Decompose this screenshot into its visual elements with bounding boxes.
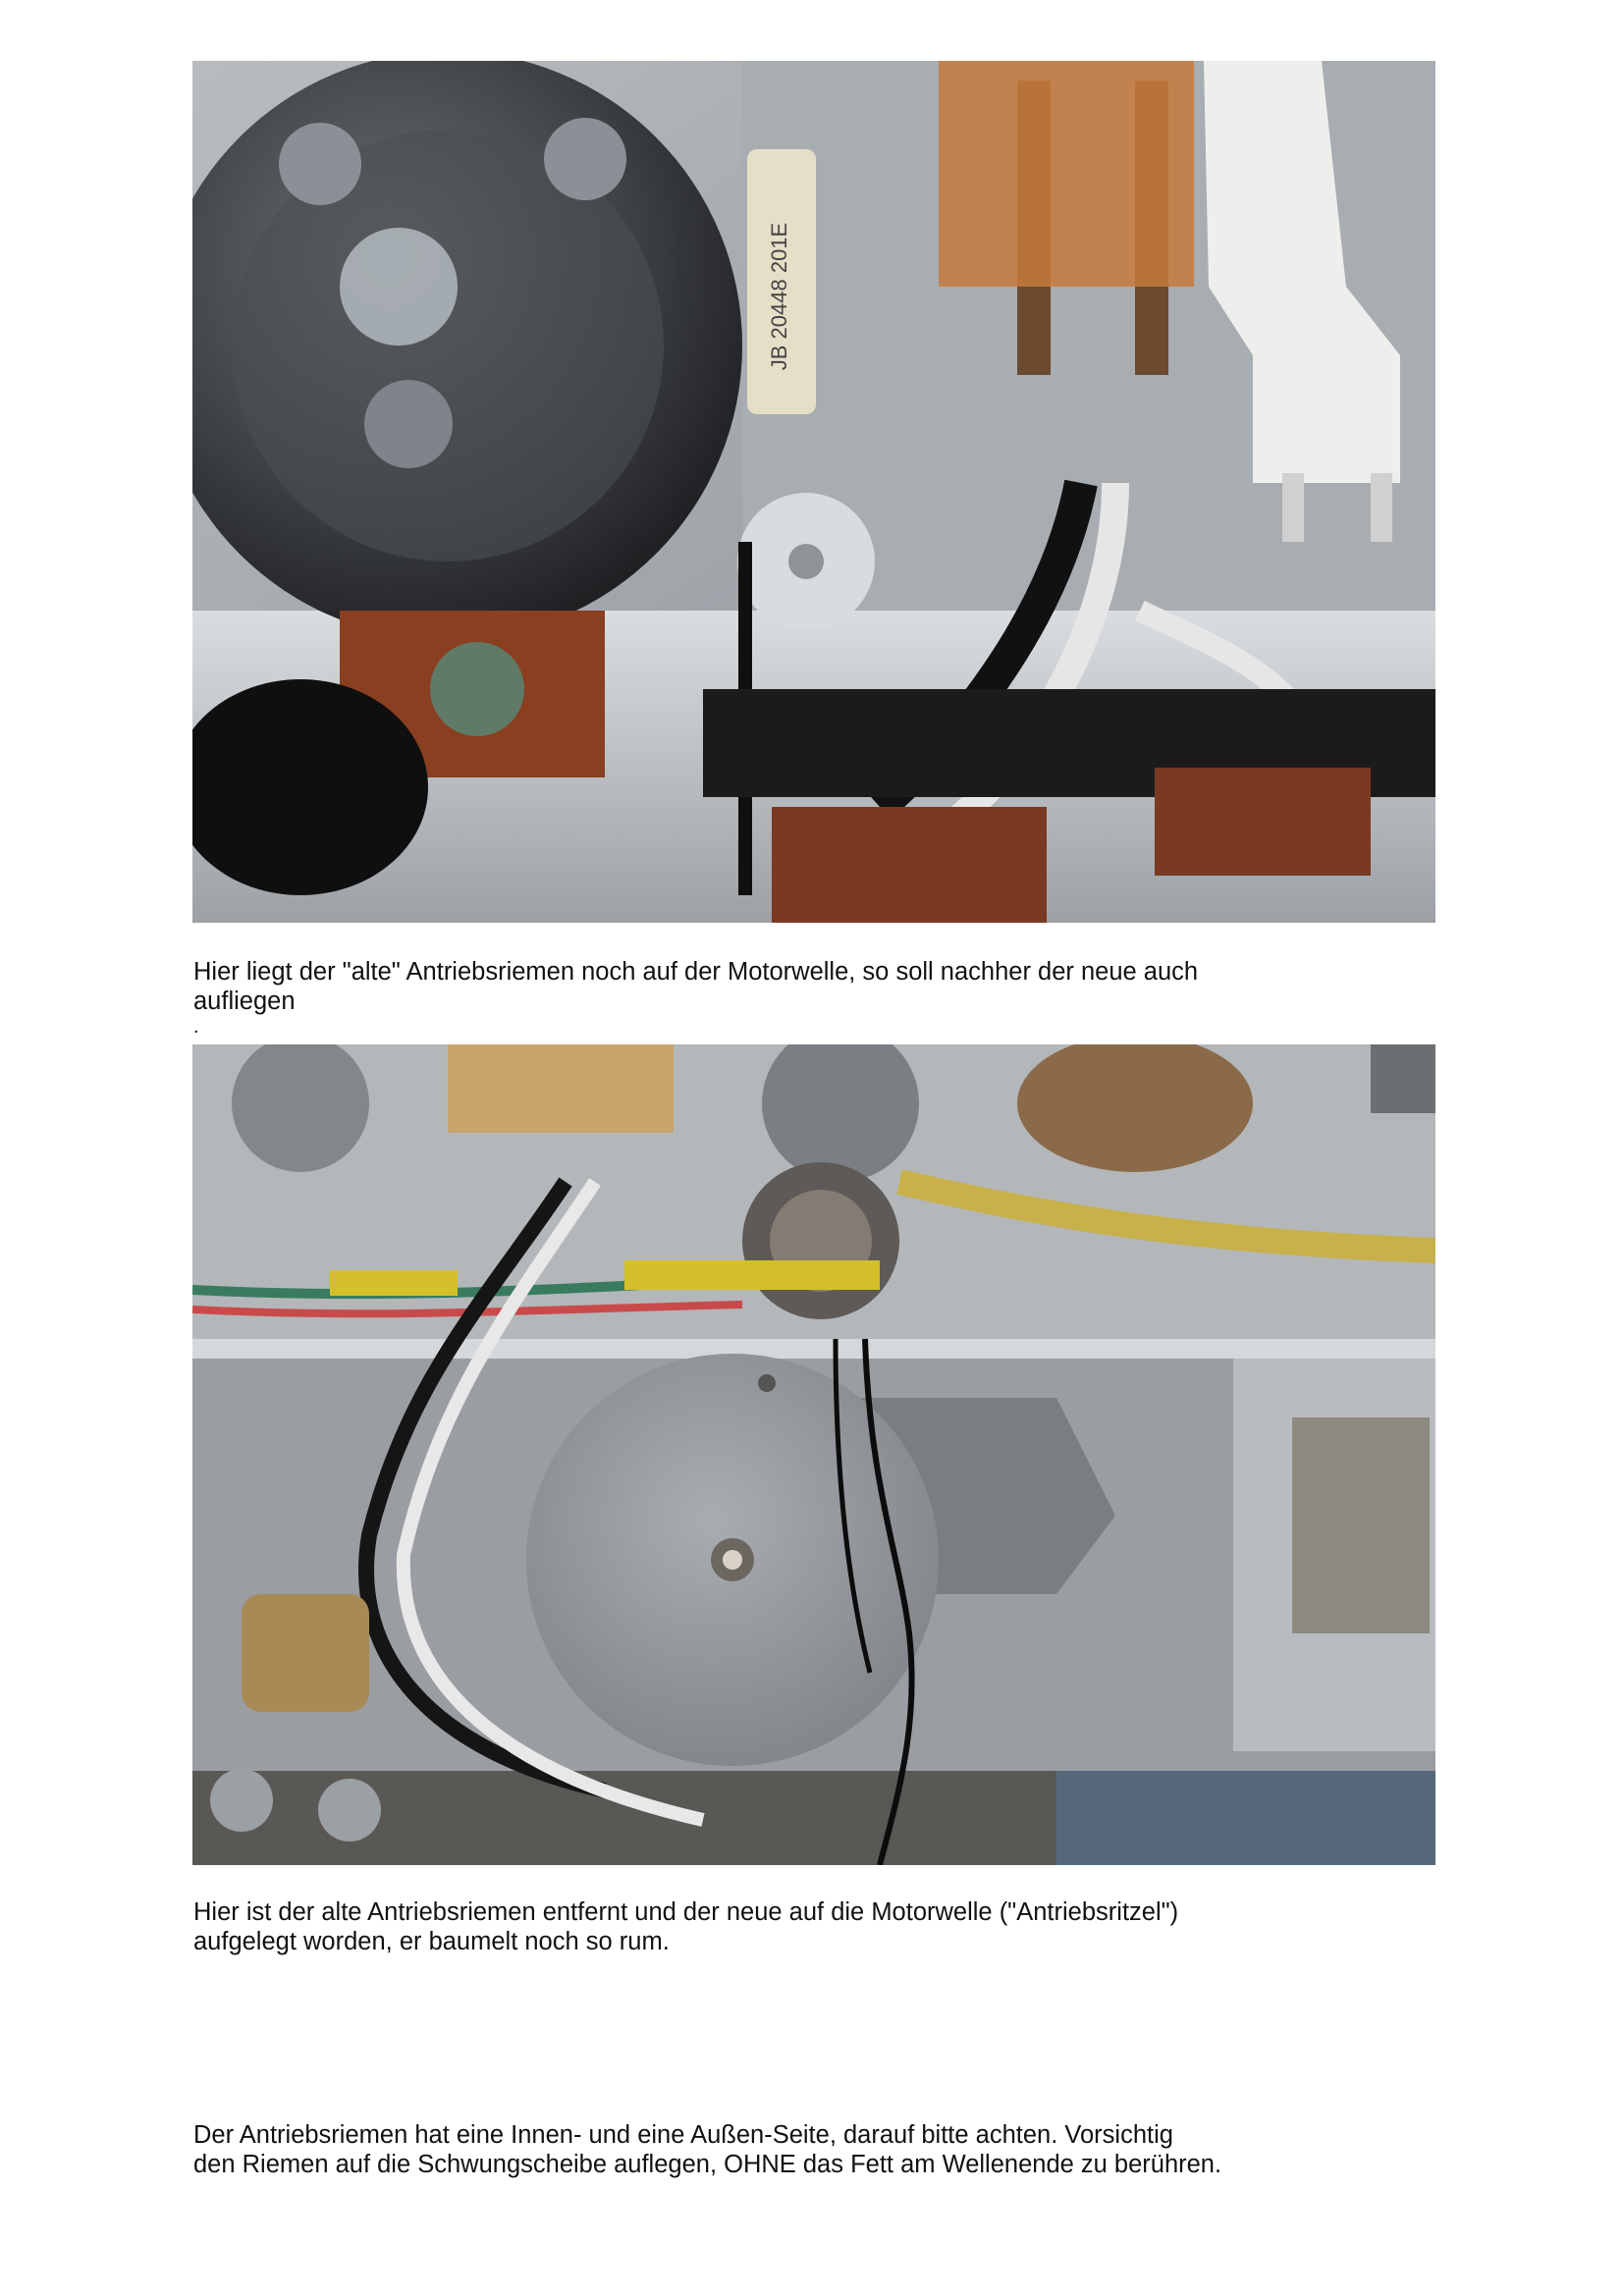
caption-new-belt: Hier ist der alte Antriebsriemen entfernt und der neue auf die Motorwelle ("Antriebsritzel") aufgelegt worden, er baumelt noch so rum. xyxy=(193,1898,1179,1955)
photo-motor-shaft-old-belt xyxy=(192,61,1435,923)
caption-old-belt: Hier liegt der "alte" Antriebsriemen noch auf der Motorwelle, so soll nachher der neue auch aufliegen xyxy=(193,958,1199,1015)
svg-text:JB 20448 201E: JB 20448 201E xyxy=(767,222,791,371)
caption-dot: . xyxy=(193,1016,199,1038)
photo-flywheel-new-belt xyxy=(192,1044,1435,1865)
caption-belt-instructions: Der Antriebsriemen hat eine Innen- und eine Außen-Seite, darauf bitte achten. Vorsichtig den Riemen auf die Schwungscheibe auflegen, OHNE das Fett am Wellenende zu berühren. xyxy=(193,2121,1222,2178)
